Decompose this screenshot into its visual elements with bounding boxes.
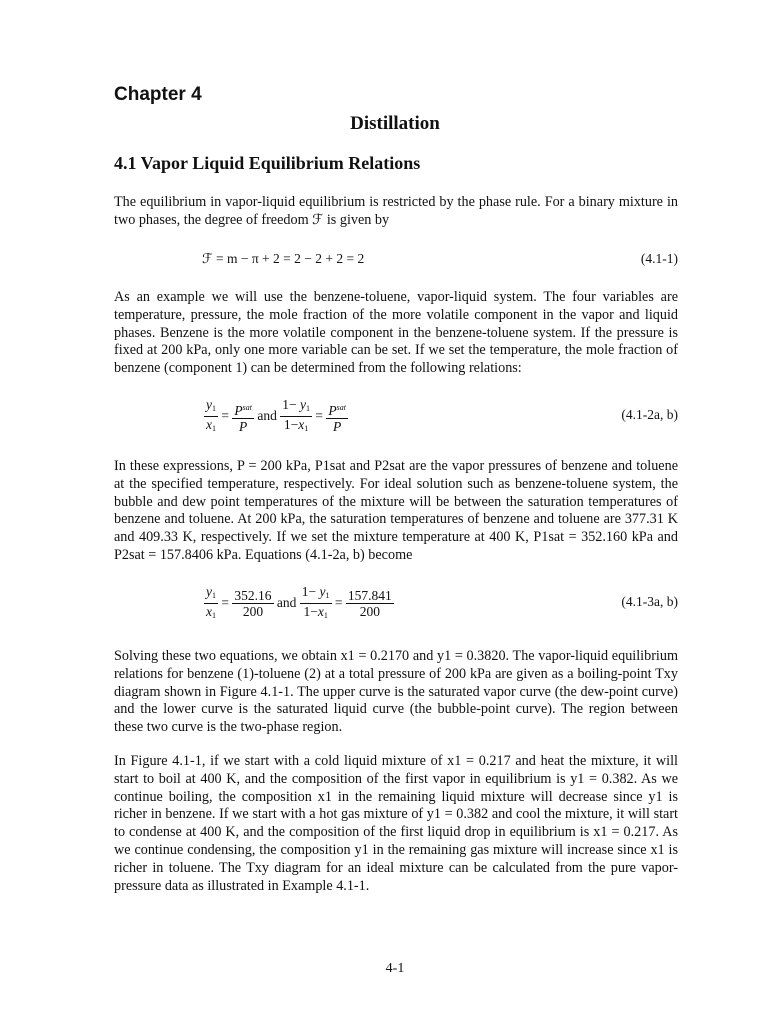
equation-4-1-2 <box>114 397 678 437</box>
fraction-157-200: $\frac{157.841}{200}$ <box>347 588 392 619</box>
fraction-1-y1-1-x1: $\frac{1- y_1}{1-x_1}$ <box>301 584 330 620</box>
page-number: 4-1 <box>385 961 405 976</box>
equation-number: (4.1-3a, b) <box>621 594 678 609</box>
equation-text: ℱ = m − π + 2 = 2 − 2 + 2 = 2 <box>202 251 365 266</box>
equation-body: $\frac{y_1}{x_1}$ = $\frac{352.16}{200}$ and $\frac{1- y_1}{1-x_1}$ = $\frac{157.841}{200}$ <box>204 584 394 624</box>
paragraph-1: The equilibrium in vapor-liquid equilibrium is restricted by the phase rule. For a binary mixture in two phases, the degree of freedom ℱ is given by <box>114 194 678 228</box>
fraction-352-200: $\frac{352.16}{200}$ <box>234 588 272 619</box>
paragraph-2: As an example we will use the benzene-toluene, vapor-liquid system. The four variables are temperature, pressure, the mole fraction of the more volatile component in the vapor and liquid phases. Benzene is the more volatile component in the benzene-toluene system. If the pressure is fixed at 200 kPa, only one more variable can be set. If we set the temperature, the mole fraction of benzene (component 1) can be determined from the following relations: <box>114 289 678 377</box>
fraction-p2sat-p: $\frac{P^{sat}}{P}$ <box>326 400 348 435</box>
fraction-y1-x1: $\frac{y_1}{x_1}$ <box>206 584 216 620</box>
equation-number: (4.1-2a, b) <box>621 407 678 422</box>
equation-and: and <box>257 408 277 424</box>
equation-body: $\frac{y_1}{x_1}$ = $\frac{P^{sat}}{P}$ and $\frac{1- y_1}{1-x_1}$ = $\frac{P^{sat}}{P}$ <box>204 397 348 437</box>
fraction-y1-x1: $\frac{y_1}{x_1}$ <box>206 397 216 433</box>
page-title: Distillation <box>350 113 440 134</box>
paragraph-4: Solving these two equations, we obtain x1 = 0.2170 and y1 = 0.3820. The vapor-liquid equilibrium relations for benzene (1)-toluene (2) at a total pressure of 200 kPa are given as a boiling-point Txy diagram shown in Figure 4.1-1. The upper curve is the saturated vapor curve (the dew-point curve) and the lower curve is the saturated liquid curve (the bubble-point curve). The region between these two curve is the two-phase region. <box>114 648 678 736</box>
equation-4-1-3 <box>114 584 678 624</box>
paragraph-5: In Figure 4.1-1, if we start with a cold liquid mixture of x1 = 0.217 and heat the mixture, it will start to boil at 400 K, and the composition of the first vapor in equilibrium is y1 = 0.382. As we continue boiling, the composition x1 in the remaining liquid mixture will decrease since y1 is richer in benzene. If we start with a hot gas mixture of y1 = 0.382 and cool the mixture, it will start to condense at 400 K, and the composition of the first liquid drop in equilibrium is x1 = 0.217. As we continue condensing, the composition y1 in the remaining gas mixture will increase since x1 is richer in toluene. The Txy diagram for an ideal mixture can be calculated from the pure vapor-pressure data as illustrated in Example 4.1-1. <box>114 753 678 894</box>
paragraph-3: In these expressions, P = 200 kPa, P1sat and P2sat are the vapor pressures of benzene and toluene at the specified temperature, respectively. For ideal solution such as benzene-toluene system, the bubble and dew point temperatures of the mixture will be between the saturation temperatures of benzene and toluene. At 200 kPa, the saturation temperatures of benzene and toluene are 377.31 K and 409.33 K, respectively. If we set the mixture temperature at 400 K, P1sat = 352.160 kPa and P2sat = 157.8406 kPa. Equations (4.1-2a, b) become <box>114 458 678 563</box>
equation-and: and <box>276 595 297 611</box>
fraction-p1sat-p: $\frac{P^{sat}}{P}$ <box>232 400 254 435</box>
section-heading: 4.1 Vapor Liquid Equilibrium Relations <box>114 153 421 173</box>
fraction-1-y1-1-x1: $\frac{1- y_1}{1-x_1}$ <box>282 397 310 433</box>
equation-number: (4.1-1) <box>640 251 678 266</box>
chapter-heading: Chapter 4 <box>114 84 202 105</box>
